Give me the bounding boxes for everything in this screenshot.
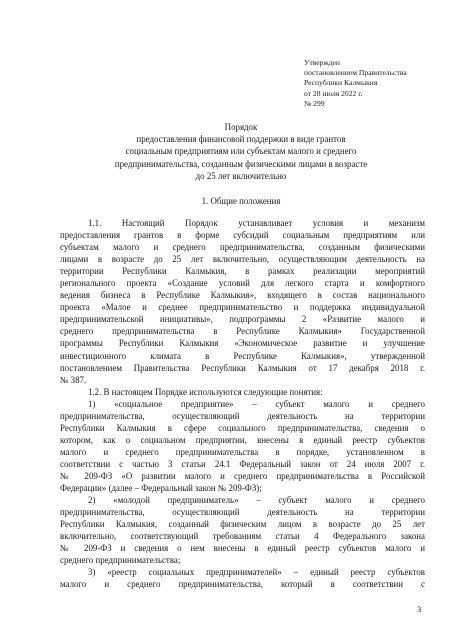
body-line: инвестиционного климата в Республике Калмыкия», утвержденной [60,350,425,361]
title-line: социальным предприятиям или субъектам малого и среднего [125,146,357,157]
body-line: 3) «реестр социальных предпринимателей» – единый реестр субъектов [88,567,425,578]
title-line: до 25 лет включительно [195,170,287,181]
body-line: малого и среднего предпринимательства в порядке, установленном в [60,446,425,457]
body-line: предпринимательской инициативы», подпрограммы 2 «Развитие малого и [60,314,425,325]
body-line: Республики Калмыкия в сфере социального предпринимательства, сведения о [60,422,425,433]
body-line: предпринимательства, осуществляющий деятельность на территории [60,410,425,421]
body-line: среднего предпринимательства; [60,555,181,566]
body-line: соответствии с частью 3 статьи 24.1 Федеральный закон от 24 июля 2007 г. [60,458,425,469]
title-line: предоставления финансовой поддержки в виде грантов [136,134,346,145]
body-line: среднего предпринимательства в Республике Калмыкия» Государственной [60,326,425,337]
body-line: малого и среднего предпринимательства, который в соответствии с [60,579,425,590]
body-line: ведения бизнеса в Республике Калмыкия», входящего в состав национального [60,290,425,301]
body-line: предпринимательства, осуществляющий деятельность на территории [60,507,425,518]
body-line: Федерации» (далее – Федеральный закон № 209-ФЗ); [60,483,262,494]
document-title [60,121,422,182]
body-line: лицами в возрасте до 25 лет включительно, осуществляющим деятельность на [60,254,425,265]
body-line: № 209-ФЗ и сведения о нем внесены в единый реестр субъектов малого и [60,543,425,554]
body-line: предоставления грантов в форме субсидий социальным предприятиям или [60,230,425,241]
body-line: котором, как о социальном предприятии, внесены в единый реестр субъектов [60,434,425,445]
body-line: программы Республики Калмыкия «Экономическое развитие и улучшение [60,338,425,349]
body-line: № 209-ФЗ «О развитии малого и среднего предпринимательства в Российской [60,470,425,481]
body-line: постановлением Правительства Республики Калмыкия от 17 декабря 2018 г. [60,362,425,373]
body-line: 1.2. В настоящем Порядке используются следующие понятия: [88,386,323,397]
body-line: включительно, соответствующий требованиям статьи 4 Федерального закона [60,531,425,542]
body-line: 2) «молодой предприниматель» – субъект малого и среднего [88,495,425,506]
body-line: проекта «Малое и среднее предпринимательство и поддержка индивидуальной [60,302,425,313]
body-line: субъектам малого и среднего предпринимательства, созданным физическими [60,242,425,253]
approval-line: Республики Калмыкия [304,78,378,88]
body-line: № 387. [60,374,87,385]
page-number: 3 [417,604,422,614]
approval-line: № 299 [304,98,325,108]
body-line: 1) «социальное предприятие» – субъект малого и среднего [88,398,425,409]
approval-stamp [304,58,450,109]
title-line: Порядок [224,122,258,132]
section-heading: 1. Общие положения [201,196,281,206]
title-line: предпринимательства, созданным физическими лицами в возрасте [114,158,368,169]
approval-line: от 28 июля 2022 г. [304,88,363,98]
approval-line: постановлением Правительства [304,68,407,78]
body-line: регионального проекта «Создание условий для легкого старта и комфортного [60,278,425,289]
body-text [60,217,425,590]
approval-line: Утвержден [304,58,340,67]
body-line: 1.1. Настоящий Порядок устанавливает условия и механизм [88,218,425,228]
body-line: Республики Калмыкия, созданный физическим лицом в возрасте до 25 лет [60,519,425,530]
body-line: территории Республики Калмыкия, в рамках реализации мероприятий [60,266,425,277]
